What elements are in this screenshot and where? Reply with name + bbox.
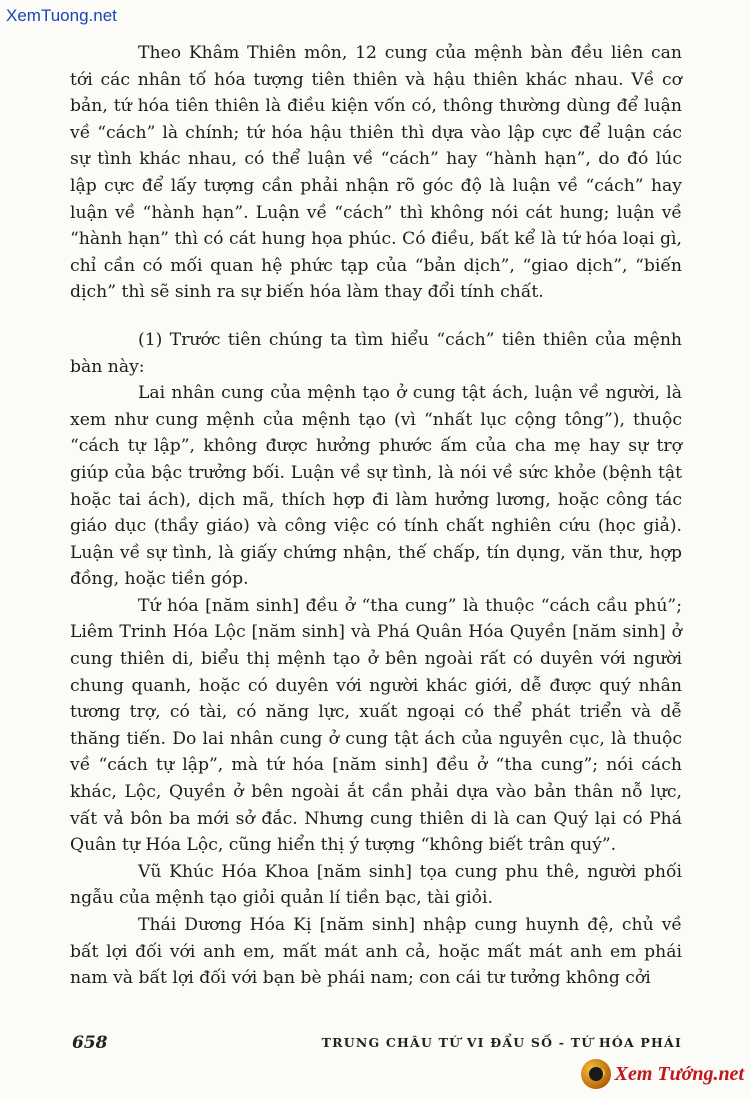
logo-text: Xem Tướng.net [614, 1062, 744, 1085]
paragraph-section-1-heading: (1) Trước tiên chúng ta tìm hiểu “cách” tiên thiên của mệnh bàn này: [70, 329, 682, 377]
page-body [70, 40, 682, 992]
paragraph-intro: Theo Khâm Thiên môn, 12 cung của mệnh bàn đều liên can tới các nhân tố hóa tượng tiên thiên và hậu thiên khác nhau. Về cơ bản, tứ hóa tiên thiên là điều kiện vốn có, thông thường dùng để luận về “cách” là chính; tứ hóa hậu thiên thì dựa vào lập cực để luận các sự tình khác nhau, có thể luận về “cách” hay “hành hạn”, do đó lúc lập cực để lấy tượng cần phải nhận rõ góc độ là luận về “cách” hay luận về “hành hạn”. Luận về “cách” thì không nói cát hung; luận về “hành hạn” thì có cát hung họa phúc. Có điều, bất kể là tứ hóa loại gì, chỉ cần có mối quan hệ phức tạp của “bản dịch”, “giao dịch”, “biến dịch” thì sẽ sinh ra sự biến hóa làm thay đổi tính chất. [70, 43, 682, 303]
site-watermark-top: XemTuong.net [6, 6, 117, 25]
site-logo [581, 1056, 744, 1092]
page-footer [70, 1033, 682, 1055]
paragraph-vu-khuc: Vũ Khúc Hóa Khoa [năm sinh] tọa cung phu thê, người phối ngẫu của mệnh tạo giỏi quản lí tiền bạc, tài giỏi. [70, 861, 682, 909]
paragraph-thai-duong: Thái Dương Hóa Kị [năm sinh] nhập cung huynh đệ, chủ về bất lợi đối với anh em, mất mát anh cả, hoặc mất mát anh em phái nam và bất lợi đối với bạn bè phái nam; con cái tư tưởng không cởi [70, 915, 682, 989]
paragraph-tu-hoa-nam-sinh: Tứ hóa [năm sinh] đều ở “tha cung” là thuộc “cách cầu phú”; Liêm Trinh Hóa Lộc [năm sinh] và Phá Quân Hóa Quyền [năm sinh] ở cung thiên di, biểu thị mệnh tạo ở bên ngoài rất có duyên với người chung quanh, hoặc có duyên với người khác giới, dễ được quý nhân tương trợ, có tài, có năng lực, xuất ngoại có thể phát triển và dễ thăng tiến. Do lai nhân cung ở cung tật ách của nguyên cục, là thuộc về “cách tự lập”, mà tứ hóa [năm sinh] đều ở “tha cung”; nói cách khác, Lộc, Quyền ở bên ngoài ắt cần phải dựa vào bản thân nỗ lực, vất vả bôn ba mới sở đắc. Nhưng cung thiên di là can Quý lại có Phá Quân tự Hóa Lộc, cũng hiển thị ý tượng “không biết trân quý”. [70, 595, 682, 856]
yin-yang-icon [581, 1059, 611, 1089]
paragraph-lai-nhan-cung: Lai nhân cung của mệnh tạo ở cung tật ách, luận về người, là xem như cung mệnh của mệnh tạo (vì “nhất lục cộng tông”), thuộc “cách tự lập”, không được hưởng phước ấm của cha mẹ hay sự trợ giúp của bậc trưởng bối. Luận về sự tình, là nói về sức khỏe (bệnh tật hoặc tai ách), dịch mã, thích hợp đi làm hưởng lương, hoặc công tác giáo dục (thầy giáo) và công việc có tính chất nghiên cứu (học giả). Luận về sự tình, là giấy chứng nhận, thế chấp, tín dụng, văn thư, hợp đồng, hoặc tiền góp. [70, 383, 682, 590]
page-number: 658 [72, 1033, 108, 1053]
running-title: TRUNG CHÂU TỨ VI ĐẨU SỐ - TỨ HÓA PHÁI [321, 1035, 682, 1050]
